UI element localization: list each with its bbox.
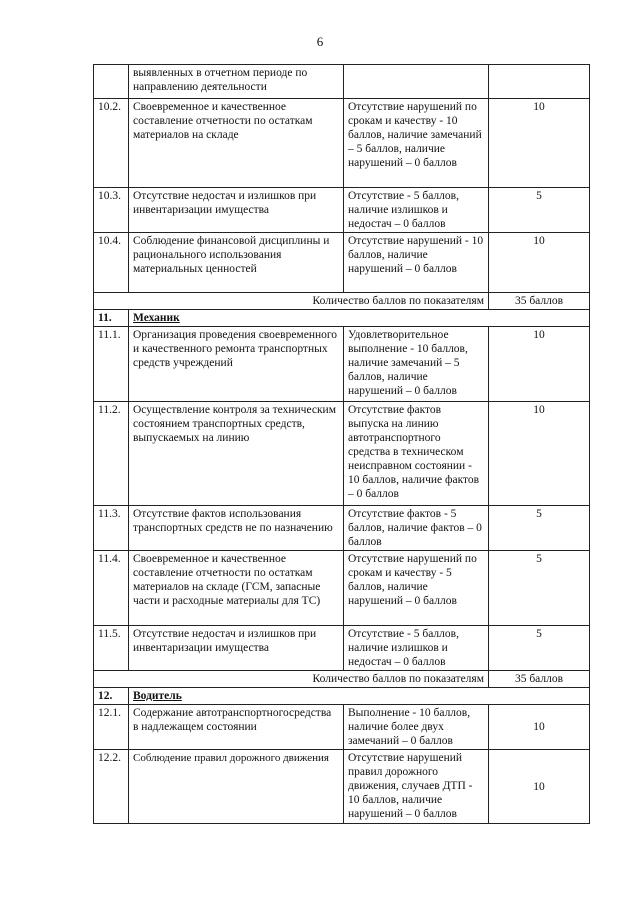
points-cell: 10 — [489, 402, 590, 506]
criterion-cell: выявленных в отчетном периоде по направлению деятельности — [129, 65, 344, 99]
section-title: Механик — [129, 310, 590, 327]
table-row — [94, 551, 590, 626]
points-cell: 10 — [489, 705, 590, 750]
item-number: 12.1. — [94, 705, 129, 750]
section-number: 12. — [94, 688, 129, 705]
item-number: 10.4. — [94, 233, 129, 293]
total-label: Количество баллов по показателям — [94, 293, 489, 310]
page-number: 6 — [316, 34, 324, 49]
scoring-cell: Отсутствие нарушений - 10 баллов, наличие нарушений – 0 баллов — [344, 233, 489, 293]
total-row — [94, 671, 590, 688]
total-value: 35 баллов — [489, 671, 590, 688]
section-title: Водитель — [129, 688, 590, 705]
item-number: 11.5. — [94, 626, 129, 671]
table-row — [94, 327, 590, 402]
points-cell: 5 — [489, 188, 590, 233]
criterion-cell: Соблюдение правил дорожного движения — [129, 750, 344, 824]
item-number — [94, 65, 129, 99]
item-number: 11.2. — [94, 402, 129, 506]
scoring-cell: Отсутствие нарушений по срокам и качеству - 5 баллов, наличие нарушений – 0 баллов — [344, 551, 489, 626]
scoring-cell: Удовлетворительное выполнение - 10 баллов, наличие замечаний – 5 баллов, наличие нарушений – 0 баллов — [344, 327, 489, 402]
criterion-cell: Содержание автотранспортногосредства в надлежащем состоянии — [129, 705, 344, 750]
criterion-cell: Своевременное и качественное составление отчетности по остаткам материалов на складе — [129, 99, 344, 188]
points-cell: 10 — [489, 99, 590, 188]
criterion-cell: Соблюдение финансовой дисциплины и рационального использования материальных ценностей — [129, 233, 344, 293]
item-number: 11.1. — [94, 327, 129, 402]
points-cell: 10 — [489, 327, 590, 402]
criterion-cell: Отсутствие недостач и излишков при инвентаризации имущества — [129, 626, 344, 671]
scoring-cell: Отсутствие фактов выпуска на линию автотранспортного средства в техническом неисправном состоянии - 10 баллов, наличие фактов – 0 баллов — [344, 402, 489, 506]
scoring-cell: Отсутствие нарушений по срокам и качеству - 10 баллов, наличие замечаний – 5 баллов, наличие нарушений – 0 баллов — [344, 99, 489, 188]
points-cell: 10 — [489, 750, 590, 824]
criterion-cell: Осуществление контроля за техническим состоянием транспортных средств, выпускаемых на линию — [129, 402, 344, 506]
criterion-cell: Своевременное и качественное составление отчетности по остаткам материалов на складе (ГСМ, запасные части и расходные материалы для ТС) — [129, 551, 344, 626]
evaluation-table — [93, 64, 590, 824]
points-cell: 5 — [489, 551, 590, 626]
scoring-cell: Отсутствие - 5 баллов, наличие излишков и недостач – 0 баллов — [344, 188, 489, 233]
table-row — [94, 233, 590, 293]
table-row — [94, 65, 590, 99]
table-row — [94, 750, 590, 824]
criterion-cell: Отсутствие фактов использования транспортных средств не по назначению — [129, 506, 344, 551]
scoring-cell — [344, 65, 489, 99]
points-cell: 5 — [489, 506, 590, 551]
points-cell: 5 — [489, 626, 590, 671]
scoring-cell: Отсутствие - 5 баллов, наличие излишков и недостач – 0 баллов — [344, 626, 489, 671]
table-row — [94, 188, 590, 233]
scoring-cell: Отсутствие фактов - 5 баллов, наличие фактов – 0 баллов — [344, 506, 489, 551]
points-cell: 10 — [489, 233, 590, 293]
section-header-row — [94, 310, 590, 327]
total-row — [94, 293, 590, 310]
table-row — [94, 705, 590, 750]
table-row — [94, 626, 590, 671]
item-number: 12.2. — [94, 750, 129, 824]
criterion-cell: Отсутствие недостач и излишков при инвентаризации имущества — [129, 188, 344, 233]
item-number: 10.3. — [94, 188, 129, 233]
points-cell — [489, 65, 590, 99]
table-row — [94, 99, 590, 188]
section-header-row — [94, 688, 590, 705]
table-row — [94, 402, 590, 506]
criterion-cell: Организация проведения своевременного и качественного ремонта транспортных средств учреждений — [129, 327, 344, 402]
section-number: 11. — [94, 310, 129, 327]
table-row — [94, 506, 590, 551]
item-number: 11.4. — [94, 551, 129, 626]
total-label: Количество баллов по показателям — [94, 671, 489, 688]
scoring-cell: Отсутствие нарушений правил дорожного движения, случаев ДТП - 10 баллов, наличие нарушений – 0 баллов — [344, 750, 489, 824]
total-value: 35 баллов — [489, 293, 590, 310]
scoring-cell: Выполнение - 10 баллов, наличие более двух замечаний – 0 баллов — [344, 705, 489, 750]
item-number: 10.2. — [94, 99, 129, 188]
item-number: 11.3. — [94, 506, 129, 551]
